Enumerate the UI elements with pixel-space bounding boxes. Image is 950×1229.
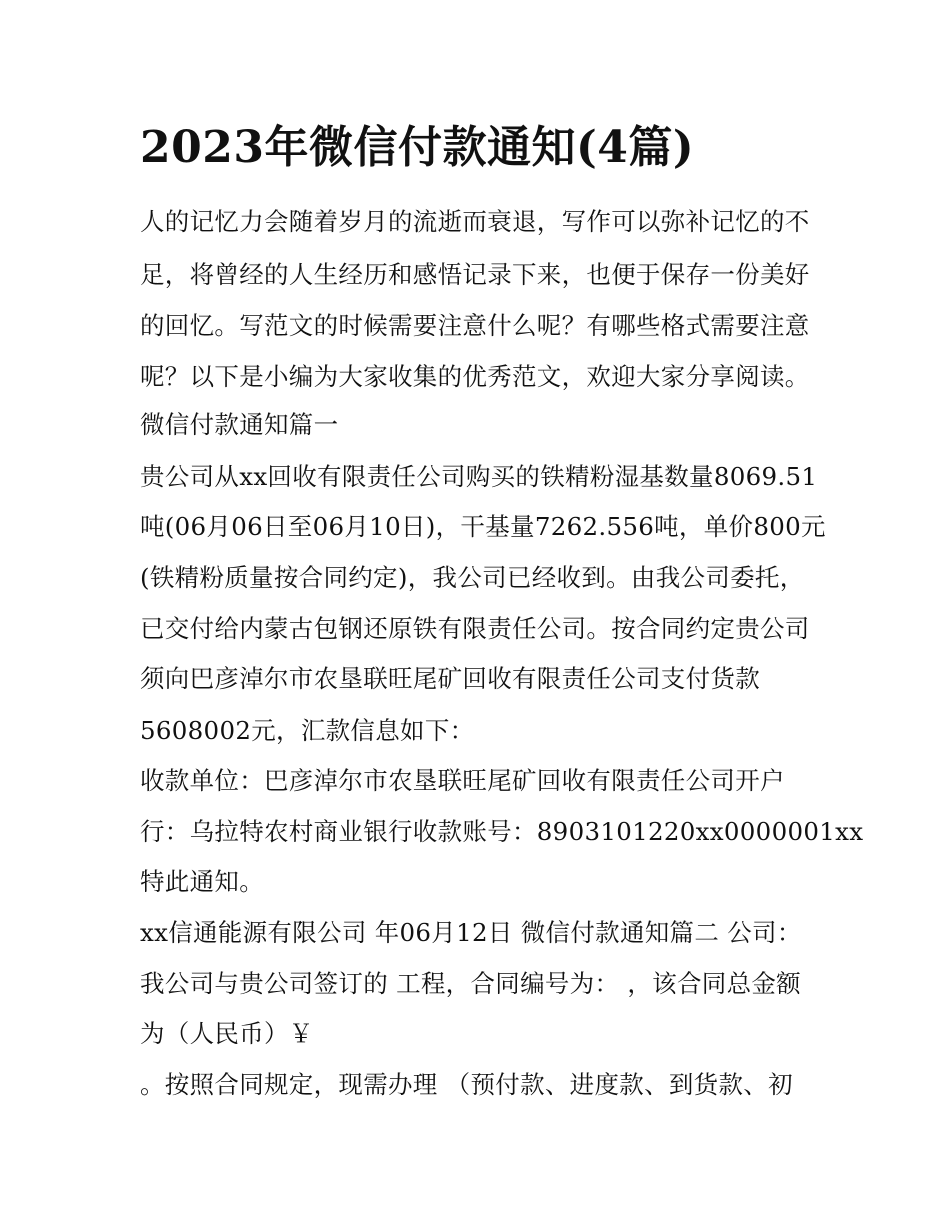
body-line: 收款单位：巴彦淖尔市农垦联旺尾矿回收有限责任公司开户: [140, 766, 785, 795]
body-line: 特此通知。: [140, 867, 264, 896]
body-line: 已交付给内蒙古包钢还原铁有限责任公司。按合同约定贵公司: [140, 614, 810, 643]
section-heading: 微信付款通知篇一: [140, 410, 339, 439]
body-line: 5608002元，汇款信息如下：: [140, 716, 475, 745]
document-title: 2023年微信付款通知(4篇): [140, 122, 695, 173]
body-line: 足，将曾经的人生经历和感悟记录下来，也便于保存一份美好: [140, 260, 810, 289]
body-line: xx信通能源有限公司 年06月12日 微信付款通知篇二 公司：: [140, 918, 802, 947]
body-line: 为（人民币）￥: [140, 1019, 314, 1048]
body-line: 行：乌拉特农村商业银行收款账号：8903101220xx0000001xx: [140, 817, 864, 846]
body-line: 。按照合同规定，现需办理 （预付款、进度款、到货款、初: [140, 1070, 793, 1099]
body-line: 吨(06月06日至06月10日)，干基量7262.556吨，单价800元: [140, 512, 826, 541]
body-line: 我公司与贵公司签订的 工程，合同编号为： ，该合同总金额: [140, 969, 801, 998]
body-line: 的回忆。写范文的时候需要注意什么呢？有哪些格式需要注意: [140, 311, 810, 340]
body-line: 人的记忆力会随着岁月的流逝而衰退，写作可以弥补记忆的不: [140, 207, 810, 236]
body-line: 须向巴彦淖尔市农垦联旺尾矿回收有限责任公司支付货款: [140, 664, 760, 693]
body-line: 呢？以下是小编为大家收集的优秀范文，欢迎大家分享阅读。: [140, 362, 810, 391]
body-line: 贵公司从xx回收有限责任公司购买的铁精粉湿基数量8069.51: [140, 462, 818, 491]
body-line: (铁精粉质量按合同约定)，我公司已经收到。由我公司委托，: [140, 563, 805, 592]
